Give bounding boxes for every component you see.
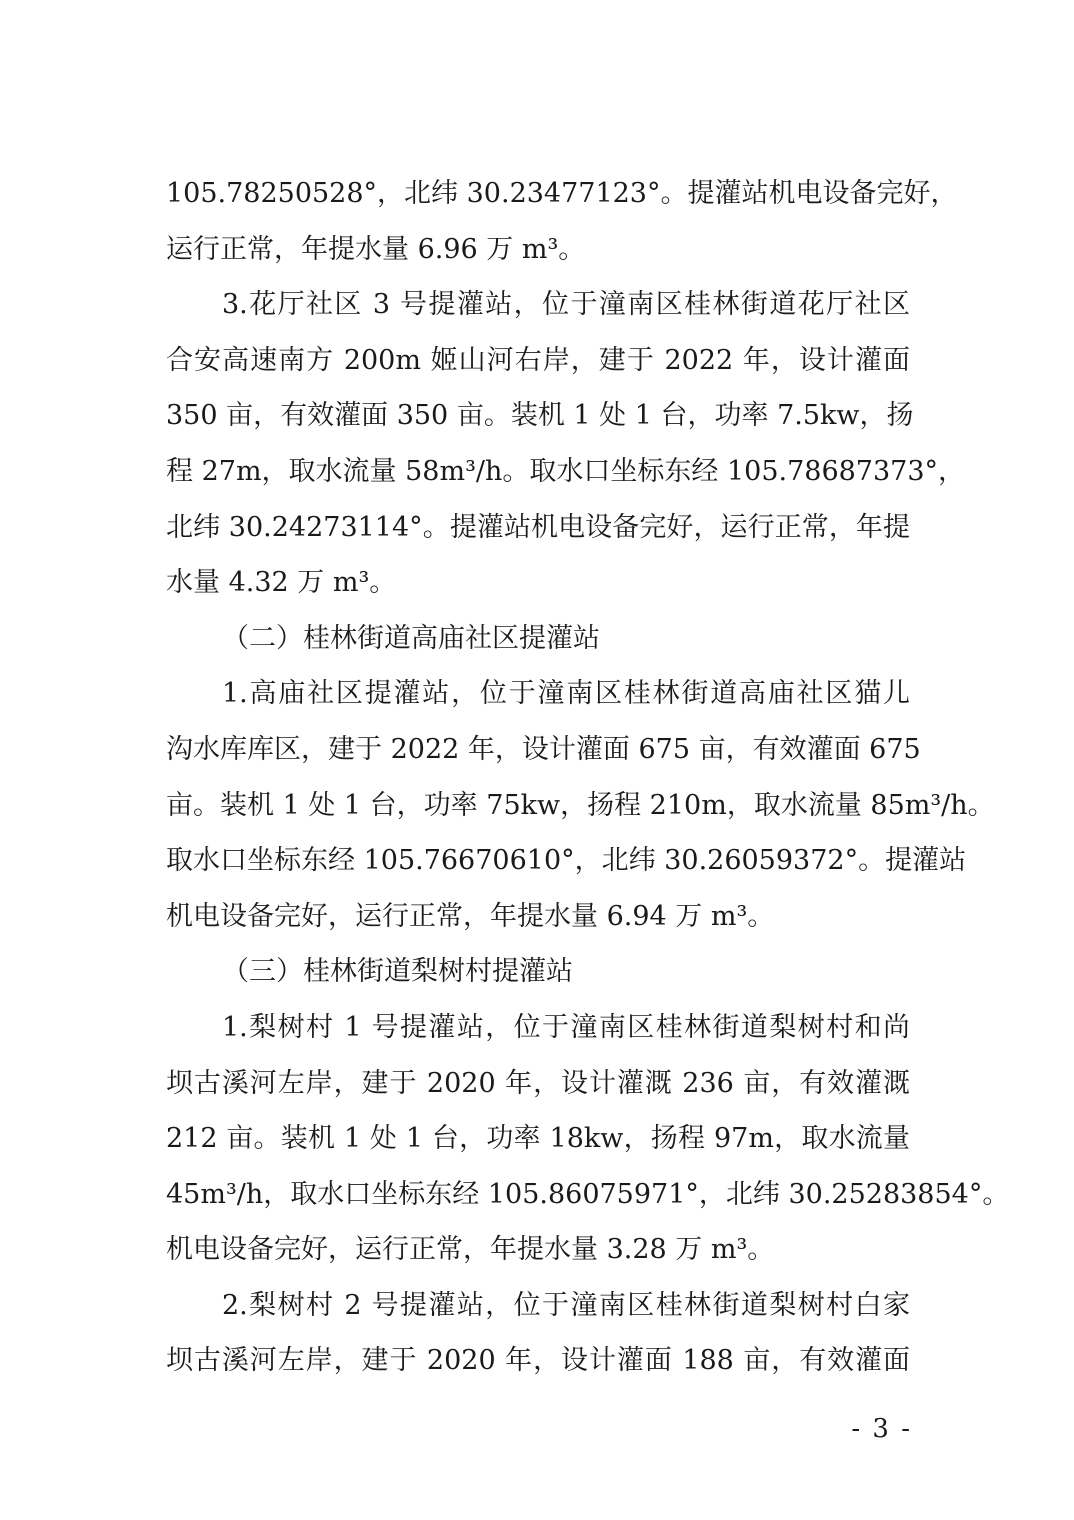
text-line: 机电设备完好，运行正常，年提水量 3.28 万 m³。 (166, 1234, 775, 1266)
text-line: 运行正常，年提水量 6.96 万 m³。 (166, 233, 586, 265)
paragraph-start-line: 2.梨树村 2 号提灌站，位于潼南区桂林街道梨树村白家 (222, 1289, 910, 1321)
text-line: 程 27m，取水流量 58m³/h。取水口坐标东经 105.78687373°， (166, 455, 966, 487)
text-line: 坝古溪河左岸，建于 2020 年，设计灌面 188 亩，有效灌面 (166, 1345, 910, 1377)
text-line: 沟水库库区，建于 2022 年，设计灌面 675 亩，有效灌面 675 (166, 733, 921, 765)
section-heading: （二）桂林街道高庙社区提灌站 (222, 622, 600, 654)
text-line: 取水口坐标东经 105.76670610°，北纬 30.26059372°。提灌站 (166, 845, 967, 877)
paragraph-start-line: 1.梨树村 1 号提灌站，位于潼南区桂林街道梨树村和尚 (222, 1011, 910, 1043)
document-body (166, 166, 1010, 1389)
text-line: 机电设备完好，运行正常，年提水量 6.94 万 m³。 (166, 900, 775, 932)
text-line: 合安高速南方 200m 姬山河右岸，建于 2022 年，设计灌面 (166, 344, 910, 376)
paragraph-start-line: 1.高庙社区提灌站，位于潼南区桂林街道高庙社区猫儿 (222, 678, 910, 710)
page-number: - 3 - (851, 1414, 912, 1444)
text-line: 水量 4.32 万 m³。 (166, 567, 397, 599)
text-line: 105.78250528°，北纬 30.23477123°。提灌站机电设备完好， (166, 178, 958, 209)
text-line: 北纬 30.24273114°。提灌站机电设备完好，运行正常，年提 (166, 511, 910, 543)
text-line: 45m³/h，取水口坐标东经 105.86075971°，北纬 30.25283854°。 (166, 1178, 1010, 1210)
text-line: 坝古溪河左岸，建于 2020 年，设计灌溉 236 亩，有效灌溉 (166, 1067, 910, 1099)
paragraph-start-line: 3.花厅社区 3 号提灌站，位于潼南区桂林街道花厅社区 (222, 289, 910, 321)
section-heading: （三）桂林街道梨树村提灌站 (222, 956, 573, 988)
text-line: 350 亩，有效灌面 350 亩。装机 1 处 1 台，功率 7.5kw，扬 (166, 400, 914, 432)
text-line: 亩。装机 1 处 1 台，功率 75kw，扬程 210m，取水流量 85m³/h。 (166, 789, 995, 821)
text-line: 212 亩。装机 1 处 1 台，功率 18kw，扬程 97m，取水流量 (166, 1123, 910, 1155)
